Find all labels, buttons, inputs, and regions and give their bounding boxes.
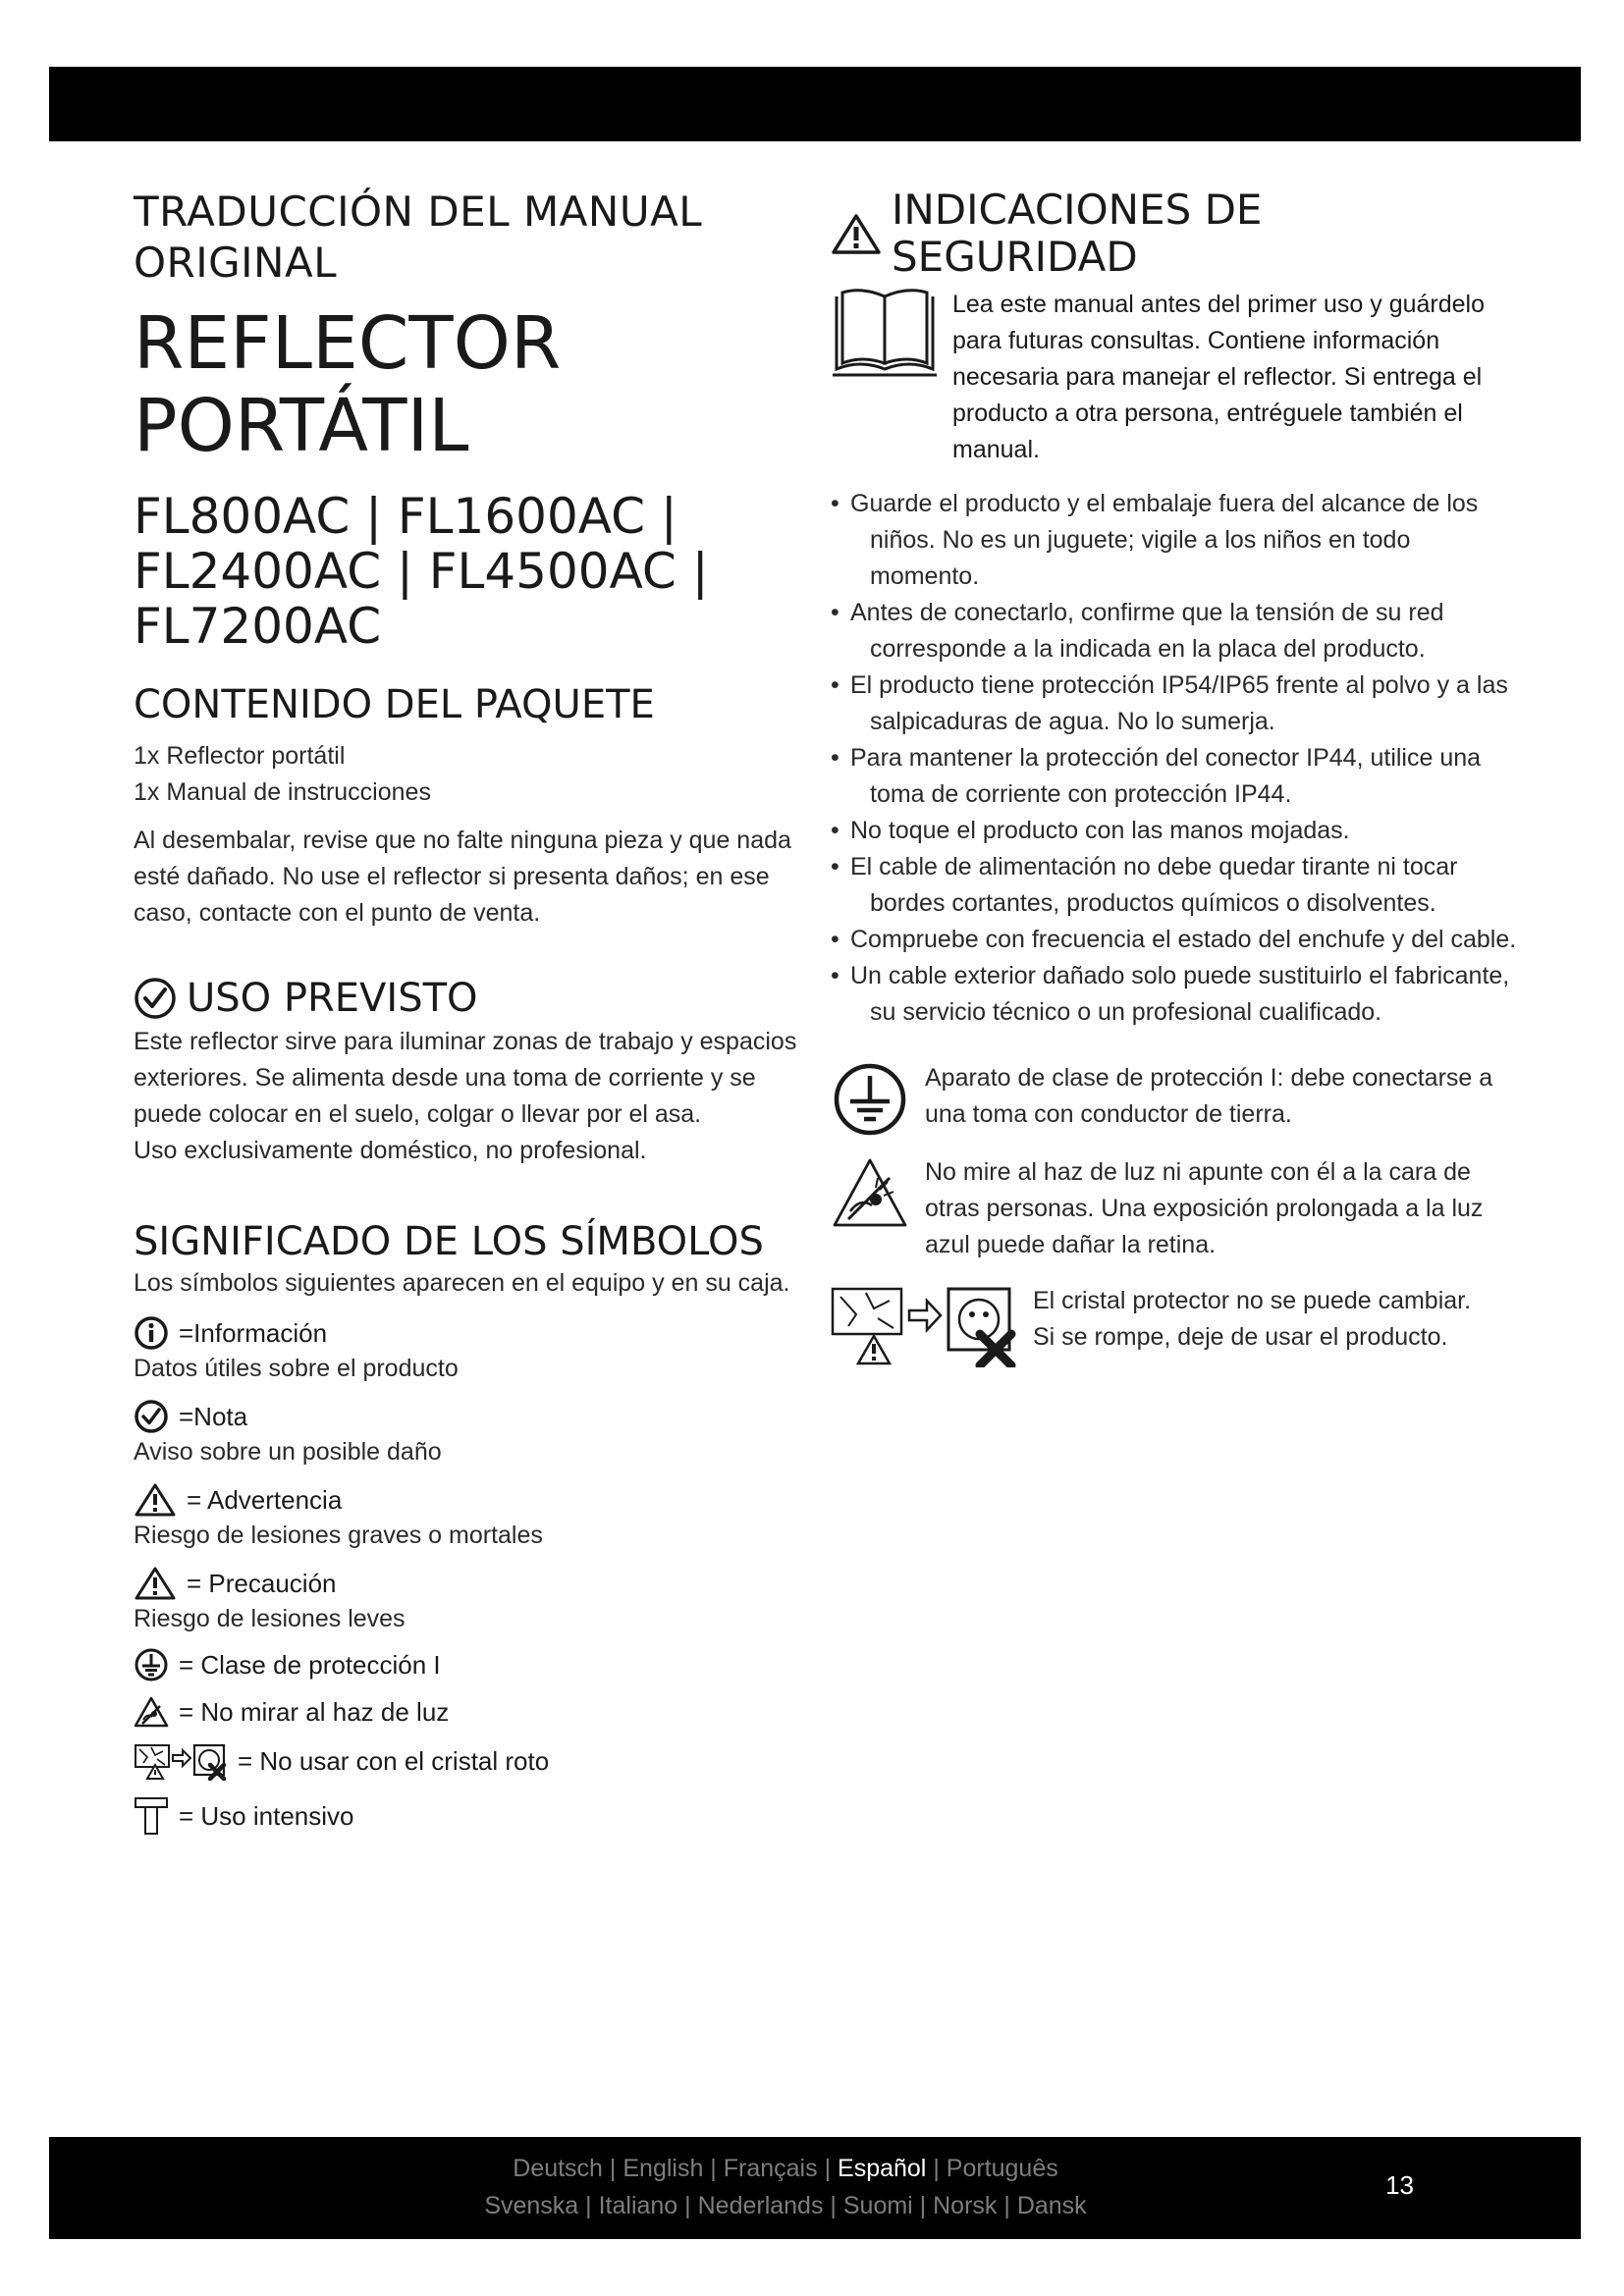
- lang-separator: |: [817, 2155, 839, 2182]
- broken-glass-icon: [831, 1283, 1017, 1367]
- safety-bullet: • Compruebe con frecuencia el estado del enchufe y del cable.: [831, 922, 1518, 958]
- lang-link-fi[interactable]: Suomi: [842, 2192, 913, 2219]
- symbol-caution-label: = Precaución: [187, 1569, 337, 1598]
- safety-bullet: • Antes de conectarlo, confirme que la tensión de su red corresponde a la indicada en la placa del producto.: [831, 595, 1518, 667]
- left-column: [134, 187, 821, 1836]
- translation-kicker: TRADUCCIÓN DEL MANUAL ORIGINAL: [134, 187, 703, 287]
- lang-link-en[interactable]: English: [623, 2155, 704, 2182]
- lang-separator: |: [926, 2155, 947, 2182]
- check-circle-icon: [134, 977, 177, 1020]
- symbol-warning-label: = Advertencia: [187, 1485, 343, 1515]
- symbol-class1: [134, 1647, 821, 1682]
- safety-bullet: • El cable de alimentación no debe quedar tirante ni tocar bordes cortantes, productos químicos o disolventes.: [831, 849, 1518, 922]
- symbols-intro: Los símbolos siguientes aparecen en el equipo y en su caja.: [134, 1269, 790, 1297]
- symbol-info-label: =Información: [179, 1318, 328, 1348]
- symbol-broken-glass: [134, 1741, 821, 1781]
- page-number: 13: [1385, 2170, 1414, 2200]
- lang-link-da[interactable]: Dansk: [1016, 2192, 1087, 2219]
- no-look-text: No mire al haz de luz ni apunte con él a la cara de otras personas. Una exposición prolongada a la luz azul puede dañar la retina.: [925, 1158, 1484, 1258]
- ground-symbol-icon: [134, 1647, 169, 1682]
- no-look-beam-icon: [134, 1694, 169, 1730]
- class1-text: Aparato de clase de protección I: debe conectarse a una toma con conductor de tierra.: [925, 1064, 1493, 1128]
- lang-link-es-active[interactable]: Español: [838, 2155, 927, 2182]
- header-bar: [49, 67, 1581, 141]
- safety-bullet: • El producto tiene protección IP54/IP65 frente al polvo y a las salpicaduras de agua. No lo sumerja.: [831, 667, 1518, 740]
- caution-triangle-icon: [134, 1566, 177, 1601]
- intended-use-text: Este reflector sirve para iluminar zonas de trabajo y espacios exteriores. Se alimenta desde una toma de corriente y se puede colocar en el suelo, colgar o llevar por el asa.: [134, 1028, 797, 1128]
- symbol-caution: [134, 1566, 821, 1601]
- lang-link-fr[interactable]: Français: [723, 2155, 818, 2182]
- ground-symbol-icon: [831, 1060, 909, 1139]
- class1-block: [831, 1060, 1518, 1139]
- symbol-no-look: [134, 1694, 821, 1730]
- warning-triangle-icon: [134, 1482, 177, 1518]
- no-look-block: [831, 1154, 1518, 1263]
- broken-glass-text: El cristal protector no se puede cambiar. Si se rompe, deje de usar el producto.: [1033, 1287, 1472, 1351]
- lang-separator: |: [997, 2192, 1017, 2219]
- symbols-heading: SIGNIFICADO DE LOS SÍMBOLOS: [134, 1219, 764, 1264]
- lang-separator: |: [578, 2192, 599, 2219]
- lang-link-it[interactable]: Italiano: [598, 2192, 678, 2219]
- broken-glass-icon: [134, 1741, 228, 1781]
- symbol-caution-desc: Riesgo de lesiones leves: [134, 1605, 406, 1632]
- lang-separator: |: [602, 2155, 623, 2182]
- footer-bar: [49, 2137, 1581, 2239]
- model-line: FL7200AC: [134, 598, 382, 655]
- symbol-note-label: =Nota: [179, 1402, 248, 1431]
- product-title: [134, 302, 821, 467]
- safety-header: [831, 187, 1518, 281]
- safety-bullet: • No toque el producto con las manos mojadas.: [831, 813, 1518, 849]
- safety-bullet: • Guarde el producto y el embalaje fuera del alcance de los niños. No es un juguete; vigile a los niños en todo momento.: [831, 486, 1518, 595]
- lang-link-nl[interactable]: Nederlands: [697, 2192, 824, 2219]
- lang-link-sv[interactable]: Svenska: [484, 2192, 579, 2219]
- product-title-line2: PORTÁTIL: [134, 384, 469, 468]
- safety-bullet-list: [831, 486, 1518, 1031]
- contents-note: Al desembalar, revise que no falte ninguna pieza y que nada esté dañado. No use el reflector si presenta daños; en ese caso, contacte con el punto de venta.: [134, 827, 791, 927]
- symbol-note: [134, 1399, 821, 1434]
- lang-link-pt[interactable]: Português: [946, 2155, 1058, 2182]
- read-manual-block: [831, 287, 1518, 468]
- contents-heading: CONTENIDO DEL PAQUETE: [134, 682, 655, 727]
- symbol-no-look-label: = No mirar al haz de luz: [179, 1697, 450, 1727]
- symbol-broken-glass-label: = No usar con el cristal roto: [238, 1746, 550, 1776]
- language-row-1: [49, 2151, 1522, 2187]
- symbol-note-desc: Aviso sobre un posible daño: [134, 1438, 442, 1466]
- model-line: FL2400AC | FL4500AC |: [134, 543, 709, 600]
- contents-item: 1x Reflector portátil: [134, 742, 346, 770]
- lang-link-de[interactable]: Deutsch: [513, 2155, 603, 2182]
- broken-glass-block: [831, 1283, 1518, 1367]
- check-circle-icon: [134, 1399, 169, 1434]
- symbol-heavy-duty-label: = Uso intensivo: [179, 1801, 354, 1831]
- lang-separator: |: [823, 2192, 843, 2219]
- safety-heading: INDICACIONES DE SEGURIDAD: [892, 186, 1263, 281]
- lang-separator: |: [677, 2192, 698, 2219]
- warning-triangle-icon: [831, 212, 882, 255]
- contents-item: 1x Manual de instrucciones: [134, 778, 431, 806]
- product-title-line1: REFLECTOR: [134, 301, 562, 386]
- read-manual-text: Lea este manual antes del primer uso y guárdelo para futuras consultas. Contiene información necesaria para manejar el reflector. Si entrega el producto a otra persona, entréguele también el manual.: [952, 291, 1485, 463]
- safety-bullet: • Para mantener la protección del conector IP44, utilice una toma de corriente con protección IP44.: [831, 740, 1518, 813]
- symbol-heavy-duty: [134, 1796, 821, 1836]
- language-row-2: [49, 2188, 1522, 2224]
- intended-use-header: [134, 975, 821, 1022]
- model-line: FL800AC | FL1600AC |: [134, 488, 677, 545]
- symbol-info-desc: Datos útiles sobre el producto: [134, 1355, 459, 1382]
- safety-bullet: • Un cable exterior dañado solo puede sustituirlo el fabricante, su servicio técnico o un profesional cualificado.: [831, 958, 1518, 1031]
- right-column: [831, 187, 1518, 1367]
- heavy-duty-icon: [134, 1796, 169, 1836]
- symbol-info: [134, 1315, 821, 1351]
- read-manual-icon: [831, 287, 939, 381]
- symbol-warning-desc: Riesgo de lesiones graves o mortales: [134, 1522, 543, 1549]
- lang-separator: |: [703, 2155, 724, 2182]
- intended-use-text: Uso exclusivamente doméstico, no profesional.: [134, 1137, 647, 1164]
- symbol-class1-label: = Clase de protección I: [179, 1650, 441, 1680]
- lang-separator: |: [912, 2192, 934, 2219]
- lang-link-no[interactable]: Norsk: [933, 2192, 998, 2219]
- no-look-beam-icon: [831, 1154, 909, 1233]
- intended-use-heading: USO PREVISTO: [187, 976, 478, 1021]
- model-list: [134, 489, 821, 654]
- symbol-warning: [134, 1482, 821, 1518]
- info-circle-icon: [134, 1315, 169, 1351]
